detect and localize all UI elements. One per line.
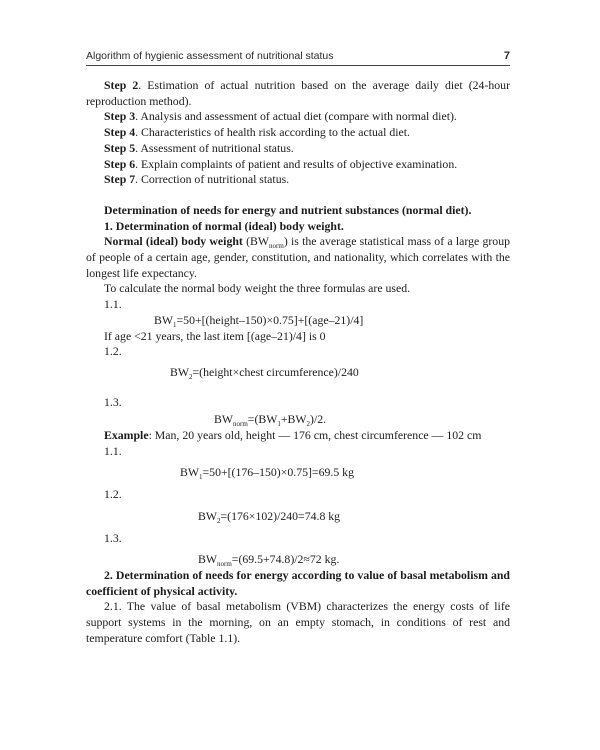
formula-bw-norm: $BW_{norm}=(BW_1+BW_2)/2$. xyxy=(214,412,327,429)
page-number: 7 xyxy=(503,50,510,62)
example-paragraph: Example: Man, 20 years old, height — 176 cm, chest circumference — 102 cm xyxy=(104,428,482,443)
age-note: If age <21 years, the last item [(age–21)/4] is 0 xyxy=(104,328,326,343)
subsection-heading-1: 1. Determination of normal (ideal) body weight. xyxy=(104,218,344,233)
step-2: Step 2. Estimation of actual nutrition based on the average daily diet (24-hour reproduction method). xyxy=(86,78,511,108)
formula-bw1: $BW_1=50+[(height-150)\times 0.75]+[(age-21)/4]$ xyxy=(154,312,364,329)
running-header xyxy=(86,50,510,66)
formula-number-1-3: 1.3. xyxy=(104,394,122,409)
step-7: Step 7. Correction of nutritional status. xyxy=(104,172,290,187)
step-3: Step 3. Analysis and assessment of actual diet (compare with normal diet). xyxy=(104,109,457,124)
example-number-1-1: 1.1. xyxy=(104,443,122,458)
section-heading: Determination of needs for energy and nutrient substances (normal diet). xyxy=(104,202,472,217)
step-4: Step 4. Characteristics of health risk according to the actual diet. xyxy=(104,125,410,140)
page-body xyxy=(86,78,510,647)
formula-number-1-2: 1.2. xyxy=(104,344,122,359)
formulas-intro: To calculate the normal body weight the three formulas are used. xyxy=(104,281,411,296)
example-number-1-2: 1.2. xyxy=(104,487,122,502)
example-formula-bw1: $BW_1=50+[(176-150)\times 0.75]=69.5$ kg xyxy=(180,465,354,482)
formula-bw2: $BW_2=(height\times chest$ circumference)/240 xyxy=(170,364,359,381)
example-number-1-3: 1.3. xyxy=(104,530,122,545)
step-6: Step 6. Explain complaints of patient and results of objective examination. xyxy=(104,156,458,171)
definition-paragraph: Normal (ideal) body weight $(BW_{norm})$ is the average statistical mass of a large group of people of a certain age, gender, constitution, and nationality, which correlates with the longest life expectancy. xyxy=(86,234,510,280)
formula-number-1-1: 1.1. xyxy=(104,297,122,312)
subsection-heading-2: 2. Determination of needs for energy according to value of basal metabolism and coefficient of physical activity. xyxy=(86,567,510,598)
vbm-paragraph: 2.1. The value of basal metabolism (VBM) characterizes the energy costs of life support systems in the morning, on an empty stomach, in conditions of rest and temperature comfort (Table 1.1). xyxy=(86,599,510,645)
example-formula-bw2: $BW_2=(176\times 102)/240=74.8$ kg xyxy=(198,508,341,525)
step-5: Step 5. Assessment of nutritional status. xyxy=(104,140,294,155)
header-title: Algorithm of hygienic assessment of nutritional status xyxy=(86,50,334,62)
example-formula-bw-norm: $BW_{norm}=(69.5+74.8)/2\approx 72$ kg. xyxy=(198,552,340,569)
